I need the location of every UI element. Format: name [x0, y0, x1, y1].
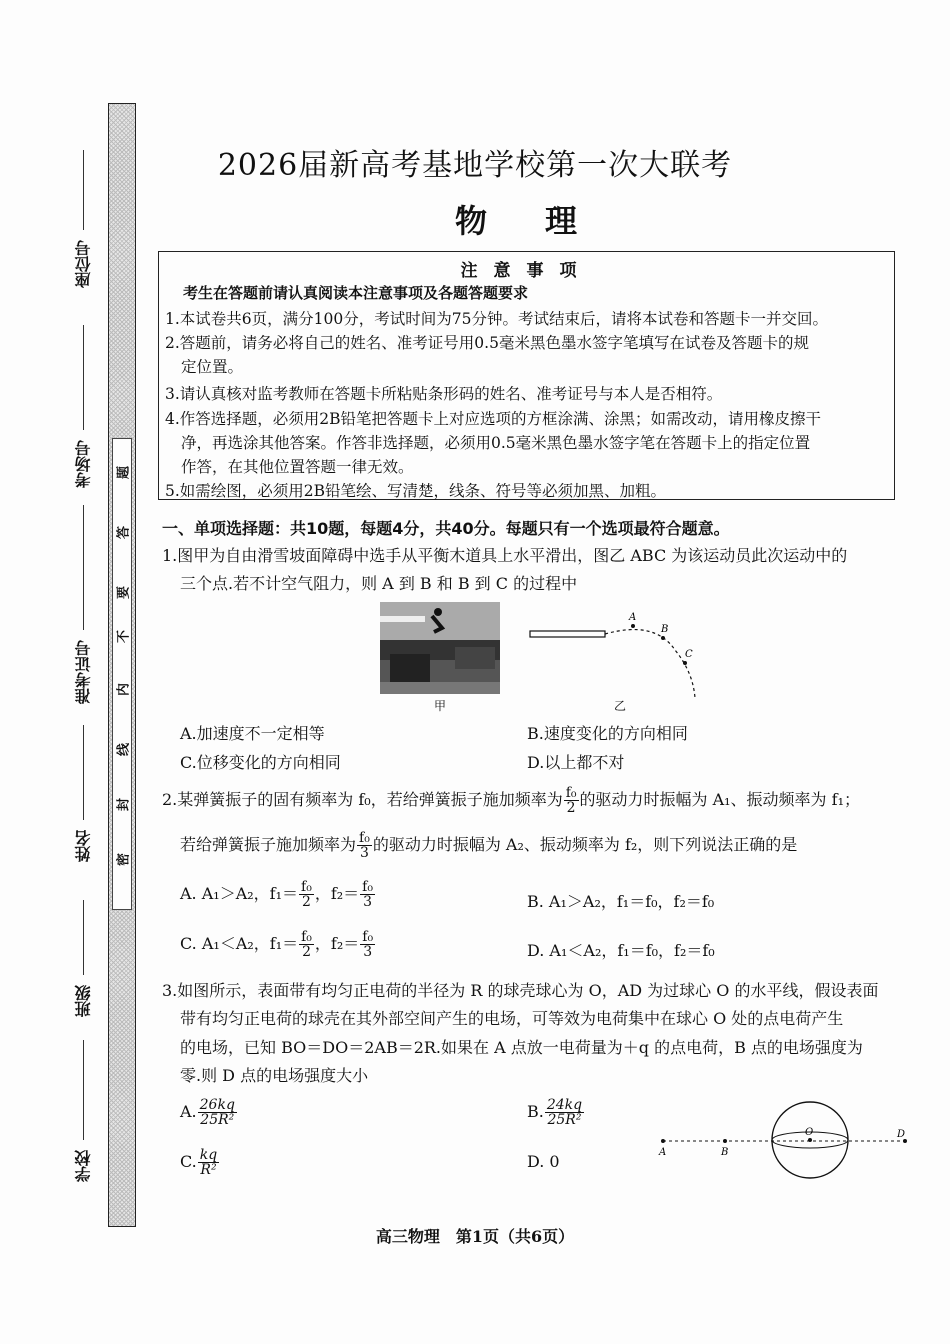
notice-subtitle: 考生在答题前请认真阅读本注意事项及各题答题要求	[183, 284, 529, 302]
option-label: A.	[180, 1102, 197, 1121]
q1-stem-line2: 三个点.若不计空气阻力，则 A 到 B 和 B 到 C 的过程中	[180, 574, 578, 593]
fraction	[360, 880, 375, 909]
q2-stem-line1	[162, 786, 860, 815]
seal-char: 不	[116, 630, 132, 644]
q3-option-b[interactable]	[527, 1098, 585, 1127]
denominator: 3	[363, 944, 373, 960]
school-label: 学校	[74, 1150, 93, 1182]
numerator: f₀	[362, 929, 374, 945]
label-b: B	[721, 1147, 729, 1158]
option-label: C.	[180, 1152, 197, 1171]
q3-option-d[interactable]: D. 0	[527, 1152, 560, 1171]
option-text: C. A₁＜A₂，f₁＝	[180, 934, 299, 953]
point-b	[661, 636, 665, 640]
q2-option-a[interactable]	[180, 880, 376, 909]
q2-option-c[interactable]	[180, 930, 376, 959]
numerator: f₀	[565, 785, 577, 801]
notice-line: 4.作答选择题，必须用2B铅笔把答题卡上对应选项的方框涂满、涂黑；如需改动，请用橡皮擦干	[165, 410, 822, 428]
class-label: 班级	[74, 985, 93, 1017]
q2-text: 的驱动力时振幅为 A₂、振动频率为 f₂，则下列说法正确的是	[372, 835, 798, 854]
q2-text: 2.某弹簧振子的固有频率为 f₀，若给弹簧振子施加频率为	[162, 790, 563, 809]
numerator: f₀	[362, 879, 373, 895]
q1-option-b[interactable]: B.速度变化的方向相同	[527, 724, 688, 743]
q3-stem-line2: 带有均匀正电荷的球壳在其外部空间产生的电场，可等效为电荷集中在球心 O 处的点电荷产生	[180, 1009, 844, 1028]
label-a: A	[629, 612, 637, 623]
subject-title: 物理	[455, 202, 636, 240]
class-field[interactable]	[83, 900, 84, 975]
seal-char: 答	[116, 526, 132, 540]
notice-line: 3.请认真核对监考教师在答题卡所粘贴条形码的姓名、准考证号与本人是否相符。	[165, 385, 723, 403]
point-a	[631, 624, 635, 628]
denominator: 25R²	[200, 1112, 235, 1128]
numerator: f₀	[301, 929, 312, 945]
name-field[interactable]	[83, 725, 84, 820]
q3-option-c[interactable]	[180, 1148, 220, 1177]
q2-text: 的驱动力时振幅为 A₁、振动频率为 f₁；	[579, 790, 860, 809]
seal-char: 要	[116, 586, 132, 600]
q2-option-d[interactable]: D. A₁＜A₂，f₁＝f₀，f₂＝f₀	[527, 941, 715, 960]
notice-line: 2.答题前，请务必将自己的姓名、准考证号用0.5毫米黑色墨水签字笔填写在试卷及答题卡的规	[165, 334, 809, 352]
q2-text: 若给弹簧振子施加频率为	[180, 835, 357, 854]
notice-box	[158, 251, 895, 500]
numerator: 24kq	[546, 1097, 583, 1113]
fraction	[299, 880, 314, 909]
q3-stem-line3: 的电场，已知 BO＝DO＝2AB＝2R.如果在 A 点放一电荷量为＋q 的点电荷，B 点的电场强度为	[180, 1038, 863, 1057]
point-a	[661, 1139, 665, 1143]
section-heading: 一、单项选择题：共10题，每题4分，共40分。每题只有一个选项最符合题意。	[162, 519, 730, 538]
option-text: ，f₂＝	[314, 884, 360, 903]
q3-option-a[interactable]	[180, 1098, 238, 1127]
label-b: B	[661, 624, 669, 635]
denominator: 3	[363, 894, 373, 910]
label-o: O	[805, 1127, 814, 1138]
denominator: 2	[566, 800, 576, 816]
q3-stem-line4: 零.则 D 点的电场强度大小	[180, 1066, 369, 1085]
exam-title: 2026届新高考基地学校第一次大联考	[217, 148, 733, 183]
denominator: 25R²	[547, 1112, 582, 1128]
q1-option-c[interactable]: C.位移变化的方向相同	[180, 753, 341, 772]
seal-char: 题	[116, 466, 132, 480]
seat-number-label: 座位号	[74, 240, 93, 288]
fraction	[360, 930, 375, 959]
fraction	[545, 1098, 584, 1127]
q2-stem-line2	[180, 831, 797, 860]
seal-char: 线	[116, 743, 132, 757]
point-b	[723, 1139, 727, 1143]
q3-stem-line1: 3.如图所示，表面带有均匀正电荷的半径为 R 的球壳球心为 O，AD 为过球心 O 的水平线，假设表面	[162, 981, 879, 1000]
q1-photo	[380, 602, 500, 694]
fraction	[198, 1098, 237, 1127]
q1-option-d[interactable]: D.以上都不对	[527, 753, 625, 772]
denominator: 2	[301, 894, 311, 910]
notice-line: 定位置。	[181, 358, 244, 376]
fraction	[299, 930, 314, 959]
page-footer: 高三物理 第1页（共6页）	[375, 1227, 575, 1246]
point-c	[683, 661, 687, 665]
fraction	[564, 786, 579, 815]
exam-id-field[interactable]	[83, 505, 84, 630]
room-number-field[interactable]	[83, 325, 84, 430]
notice-line: 净，再选涂其他答案。作答非选择题，必须用0.5毫米黑色墨水签字笔在答题卡上的指定位置	[181, 434, 811, 452]
numerator: 26kq	[199, 1097, 235, 1113]
label-c: C	[685, 649, 693, 660]
numerator: f₀	[359, 830, 370, 846]
seal-char: 内	[116, 683, 132, 697]
seal-char: 封	[116, 798, 132, 812]
q1-stem-line1: 1.图甲为自由滑雪坡面障碍中选手从平衡木道具上水平滑出，图乙 ABC 为该运动员此次运动中的	[162, 546, 848, 565]
denominator: 3	[359, 845, 369, 861]
q1-option-a[interactable]: A.加速度不一定相等	[180, 724, 325, 743]
q3-sphere-figure	[655, 1095, 915, 1185]
notice-line: 1.本试卷共6页，满分100分，考试时间为75分钟。考试结束后，请将本试卷和答题卡一并交回。	[165, 310, 828, 328]
numerator: kq	[199, 1147, 218, 1163]
notice-line: 作答，在其他位置答题一律无效。	[181, 458, 414, 476]
fraction	[198, 1148, 219, 1177]
numerator: f₀	[301, 879, 312, 895]
seal-line-box	[112, 438, 132, 910]
option-text: ，f₂＝	[314, 934, 360, 953]
option-label: B.	[527, 1102, 544, 1121]
name-label: 姓名	[74, 830, 93, 862]
room-number-label: 考场号	[74, 440, 93, 488]
exam-id-label: 准考证号	[74, 640, 93, 704]
notice-title: 注意事项	[460, 261, 593, 281]
denominator: 2	[302, 944, 311, 960]
q2-option-b[interactable]: B. A₁＞A₂，f₁＝f₀，f₂＝f₀	[527, 892, 715, 911]
option-text: A. A₁＞A₂，f₁＝	[180, 884, 299, 903]
label-a: A	[659, 1147, 667, 1158]
denominator: R²	[200, 1162, 217, 1178]
q1-trajectory-figure	[525, 610, 705, 702]
school-field[interactable]	[83, 1040, 84, 1140]
notice-line: 5.如需绘图，必须用2B铅笔绘、写清楚，线条、符号等必须加黑、加粗。	[165, 482, 667, 500]
seal-char: 密	[116, 853, 132, 867]
q1-caption-b: 乙	[614, 699, 627, 713]
point-o	[808, 1138, 812, 1142]
label-d: D	[897, 1129, 906, 1140]
fraction	[357, 831, 372, 860]
q1-caption-a: 甲	[434, 699, 447, 713]
